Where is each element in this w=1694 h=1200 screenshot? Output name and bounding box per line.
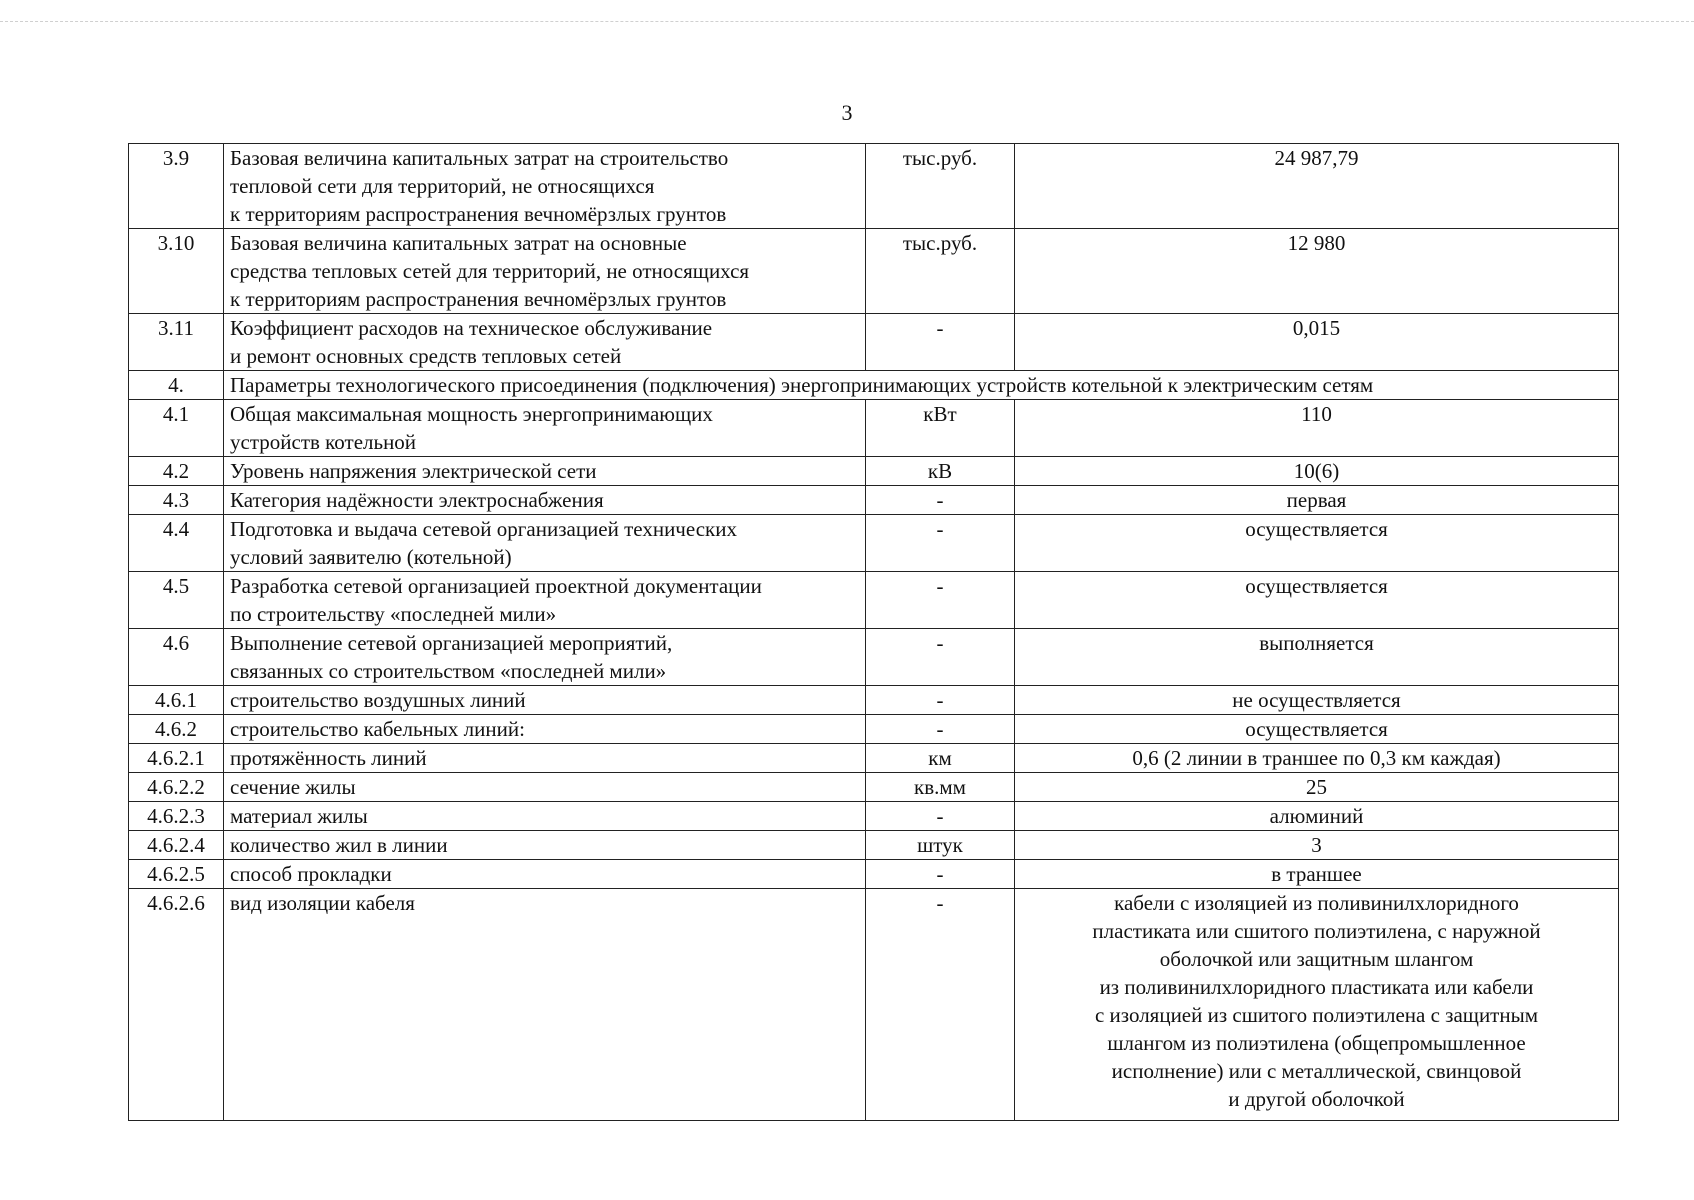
row-number: 4.6.2 xyxy=(129,715,224,744)
row-description: Уровень напряжения электрической сети xyxy=(224,457,866,486)
row-number: 4.6.2.4 xyxy=(129,831,224,860)
row-unit: кв.мм xyxy=(866,773,1015,802)
table-row xyxy=(129,889,1619,1121)
row-value: в траншее xyxy=(1015,860,1619,889)
row-number: 3.10 xyxy=(129,229,224,314)
row-value: кабели с изоляцией из поливинилхлоридного пластиката или сшитого полиэтилена, с наружной оболочкой или защитным шлангом из поливинилхлоридного пластиката или кабели с изоляцией из сшитого полиэтилена с защитным шлангом из полиэтилена (общепромышленное исполнение) или с металлической, свинцовой и другой оболочкой xyxy=(1015,889,1619,1121)
row-number: 4.1 xyxy=(129,400,224,457)
row-unit: - xyxy=(866,629,1015,686)
row-unit: - xyxy=(866,715,1015,744)
row-value: 10(6) xyxy=(1015,457,1619,486)
row-number: 4.4 xyxy=(129,515,224,572)
table-row xyxy=(129,629,1619,686)
table-row xyxy=(129,314,1619,371)
row-description: строительство кабельных линий: xyxy=(224,715,866,744)
page-number: 3 xyxy=(841,100,853,125)
table-row xyxy=(129,831,1619,860)
row-description: Подготовка и выдача сетевой организацией технических условий заявителю (котельной) xyxy=(224,515,866,572)
row-description: способ прокладки xyxy=(224,860,866,889)
row-unit: кВт xyxy=(866,400,1015,457)
row-number: 4.6.2.5 xyxy=(129,860,224,889)
row-unit: кВ xyxy=(866,457,1015,486)
table-row xyxy=(129,773,1619,802)
row-unit: штук xyxy=(866,831,1015,860)
row-description: Базовая величина капитальных затрат на строительство тепловой сети для территорий, не относящихся к территориям распространения вечномёрзлых грунтов xyxy=(224,144,866,229)
row-value: осуществляется xyxy=(1015,715,1619,744)
row-description: Базовая величина капитальных затрат на основные средства тепловых сетей для территорий, не относящихся к территориям распространения вечномёрзлых грунтов xyxy=(224,229,866,314)
row-value: 3 xyxy=(1015,831,1619,860)
row-unit: км xyxy=(866,744,1015,773)
row-unit: - xyxy=(866,486,1015,515)
row-unit: тыс.руб. xyxy=(866,229,1015,314)
row-number: 4.5 xyxy=(129,572,224,629)
row-unit: - xyxy=(866,860,1015,889)
row-value: 0,6 (2 линии в траншее по 0,3 км каждая) xyxy=(1015,744,1619,773)
row-value: 110 xyxy=(1015,400,1619,457)
section-row xyxy=(129,371,1619,400)
table-row xyxy=(129,229,1619,314)
table-row xyxy=(129,744,1619,773)
row-number: 4.6.2.6 xyxy=(129,889,224,1121)
row-value: осуществляется xyxy=(1015,572,1619,629)
row-description: строительство воздушных линий xyxy=(224,686,866,715)
row-description: материал жилы xyxy=(224,802,866,831)
row-value: осуществляется xyxy=(1015,515,1619,572)
table-row xyxy=(129,486,1619,515)
row-number: 4.6.2.2 xyxy=(129,773,224,802)
row-value: алюминий xyxy=(1015,802,1619,831)
row-description: вид изоляции кабеля xyxy=(224,889,866,1121)
row-value: первая xyxy=(1015,486,1619,515)
row-unit: - xyxy=(866,802,1015,831)
parameters-table xyxy=(128,143,1619,1121)
row-value: не осуществляется xyxy=(1015,686,1619,715)
table-row xyxy=(129,515,1619,572)
row-unit: - xyxy=(866,314,1015,371)
row-number: 4.6 xyxy=(129,629,224,686)
row-number: 4.3 xyxy=(129,486,224,515)
row-number: 4.2 xyxy=(129,457,224,486)
table-row xyxy=(129,457,1619,486)
scan-border-line xyxy=(0,21,1694,22)
row-unit: - xyxy=(866,686,1015,715)
row-description: Разработка сетевой организацией проектной документации по строительству «последней мили» xyxy=(224,572,866,629)
row-value: 0,015 xyxy=(1015,314,1619,371)
row-description: протяжённость линий xyxy=(224,744,866,773)
section-title: Параметры технологического присоединения (подключения) энергопринимающих устройств котельной к электрическим сетям xyxy=(224,371,1619,400)
table-row xyxy=(129,572,1619,629)
row-description: сечение жилы xyxy=(224,773,866,802)
table-row xyxy=(129,400,1619,457)
row-number: 4.6.1 xyxy=(129,686,224,715)
row-number: 3.9 xyxy=(129,144,224,229)
row-description: количество жил в линии xyxy=(224,831,866,860)
row-description: Коэффициент расходов на техническое обслуживание и ремонт основных средств тепловых сетей xyxy=(224,314,866,371)
row-unit: тыс.руб. xyxy=(866,144,1015,229)
section-number: 4. xyxy=(129,371,224,400)
row-unit: - xyxy=(866,515,1015,572)
row-unit: - xyxy=(866,889,1015,1121)
row-value: 25 xyxy=(1015,773,1619,802)
table-row xyxy=(129,802,1619,831)
row-description: Выполнение сетевой организацией мероприятий, связанных со строительством «последней мили» xyxy=(224,629,866,686)
row-number: 3.11 xyxy=(129,314,224,371)
table-row xyxy=(129,860,1619,889)
table-row xyxy=(129,715,1619,744)
row-value: выполняется xyxy=(1015,629,1619,686)
row-description: Категория надёжности электроснабжения xyxy=(224,486,866,515)
table-row xyxy=(129,144,1619,229)
row-number: 4.6.2.1 xyxy=(129,744,224,773)
row-number: 4.6.2.3 xyxy=(129,802,224,831)
row-description: Общая максимальная мощность энергопринимающих устройств котельной xyxy=(224,400,866,457)
table-row xyxy=(129,686,1619,715)
row-unit: - xyxy=(866,572,1015,629)
row-value: 24 987,79 xyxy=(1015,144,1619,229)
row-value: 12 980 xyxy=(1015,229,1619,314)
